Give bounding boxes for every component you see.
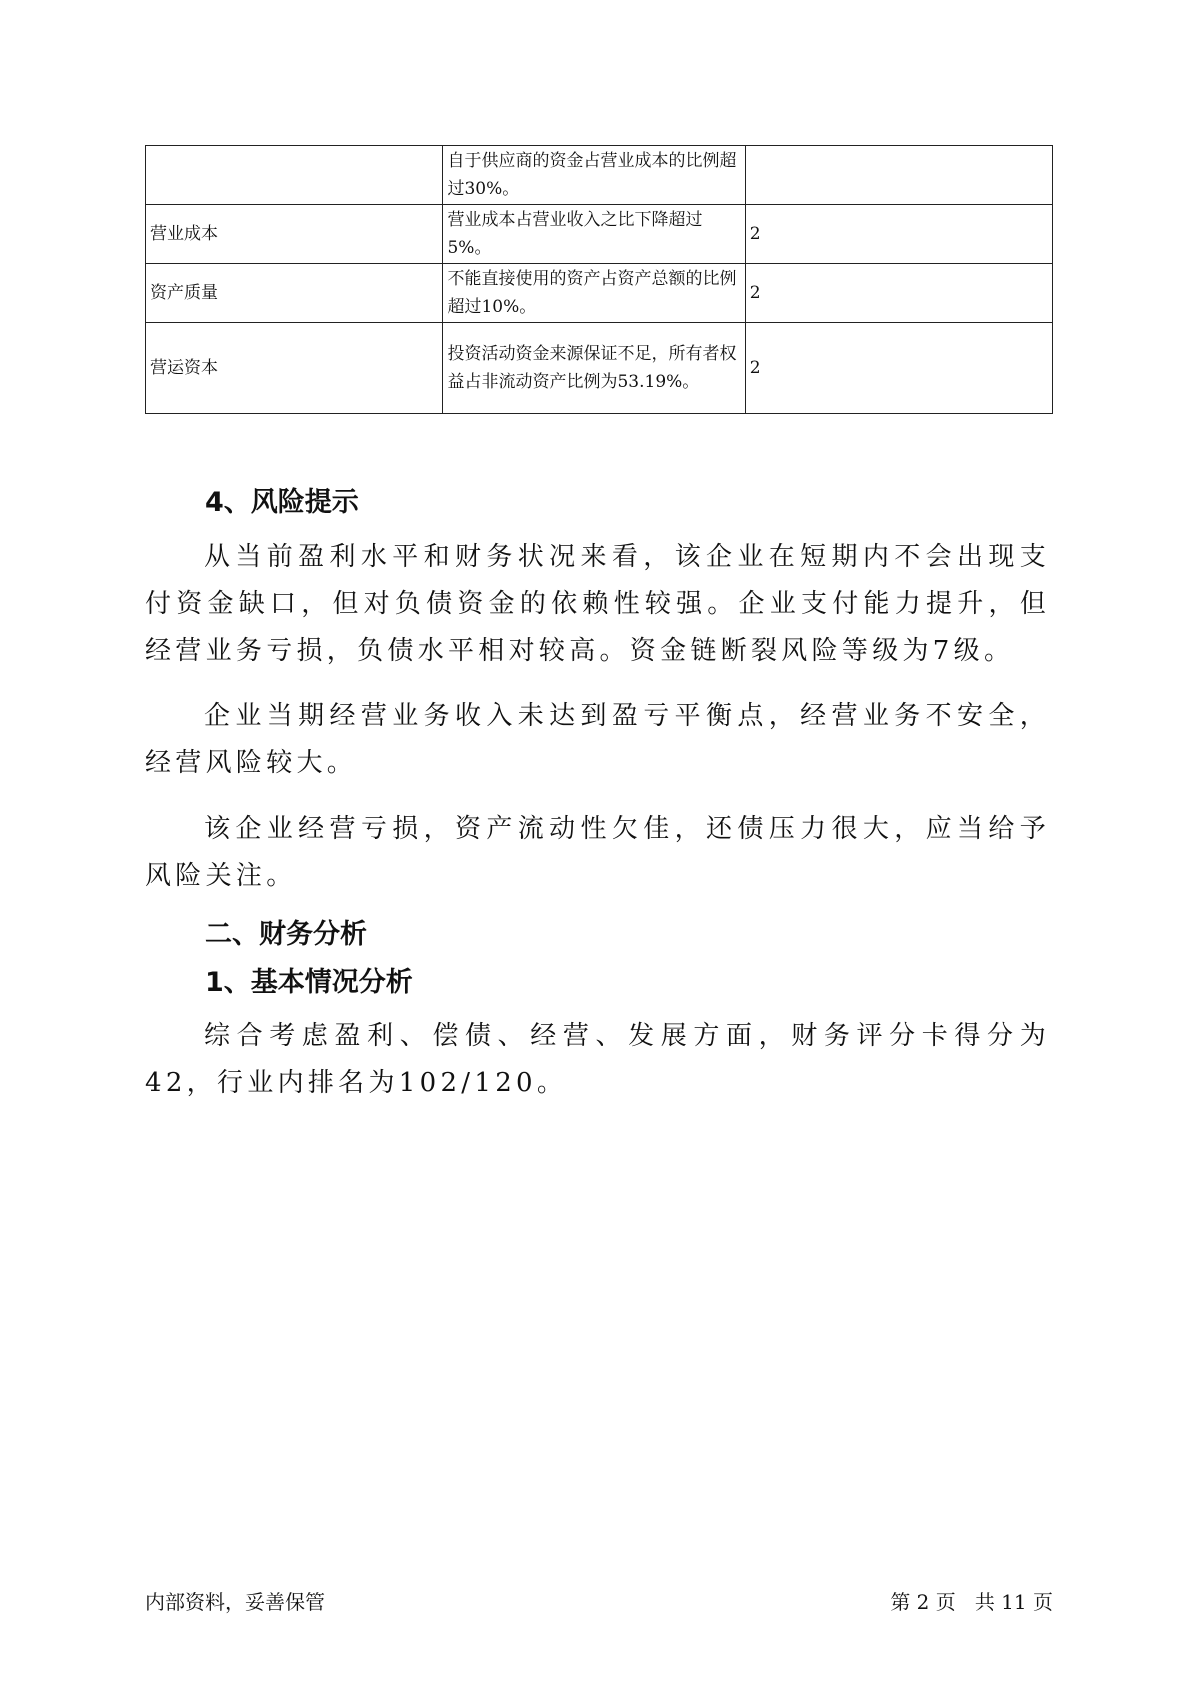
indicator-name-cell: 营业成本 [146,205,443,264]
risk-indicator-table [145,145,1053,414]
table-row [146,323,1053,414]
indicator-condition-cell: 投资活动资金来源保证不足，所有者权益占非流动资产比例为53.19%。 [443,323,745,414]
indicator-score-cell: 2 [745,264,1052,323]
indicator-score-cell [745,146,1052,205]
table-row [146,205,1053,264]
table-row [146,146,1053,205]
indicator-condition-cell: 营业成本占营业收入之比下降超过5%。 [443,205,745,264]
risk-paragraph-1: 从当前盈利水平和财务状况来看，该企业在短期内不会出现支付资金缺口，但对负债资金的依赖性较强。企业支付能力提升，但经营业务亏损，负债水平相对较高。资金链断裂风险等级为7级。 [145,542,1050,666]
indicator-condition-cell: 自于供应商的资金占营业成本的比例超过30%。 [443,146,745,205]
risk-warning-heading: 4、风险提示 [205,487,359,518]
basic-analysis-paragraph: 综合考虑盈利、偿债、经营、发展方面，财务评分卡得分为42，行业内排名为102/120。 [145,1021,1050,1098]
indicator-condition-cell: 不能直接使用的资产占资产总额的比例超过10%。 [443,264,745,323]
risk-paragraph-2: 企业当期经营业务收入未达到盈亏平衡点，经营业务不安全，经营风险较大。 [145,701,1050,778]
indicator-name-cell: 资产质量 [146,264,443,323]
indicator-name-cell: 营运资本 [146,323,443,414]
indicator-score-cell: 2 [745,205,1052,264]
table-row [146,264,1053,323]
footer-confidential-note: 内部资料，妥善保管 [145,1590,325,1614]
basic-analysis-heading: 1、基本情况分析 [205,967,413,998]
indicator-score-cell: 2 [745,323,1052,414]
indicator-name-cell [146,146,443,205]
risk-paragraph-3: 该企业经营亏损，资产流动性欠佳，还债压力很大，应当给予风险关注。 [145,814,1050,891]
financial-analysis-heading: 二、财务分析 [205,919,367,950]
footer-page-number: 第 2 页 共 11 页 [890,1590,1053,1614]
